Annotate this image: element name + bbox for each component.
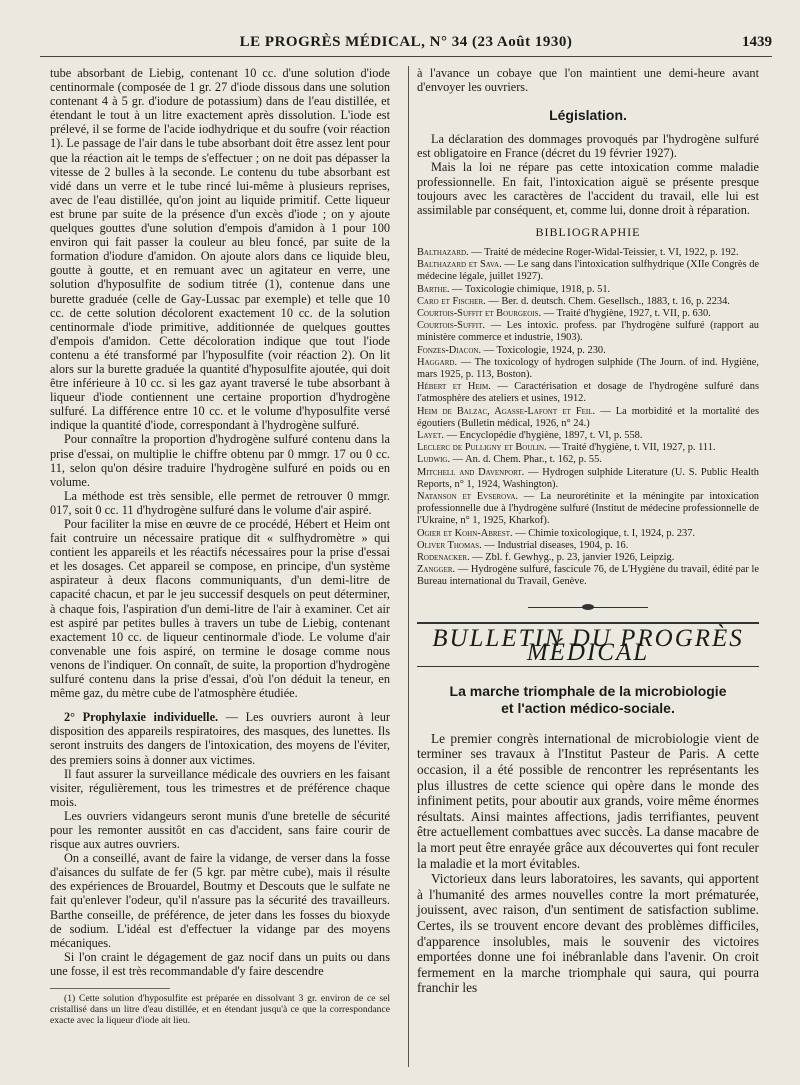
bibliography-author: Heim de Balzac, Agasse-Lafont et Feil. — [417, 405, 596, 417]
paragraph: Il faut assurer la surveillance médicale des ouvriers en les faisant visiter, régulièrement, tous les trimestres et de préférence chaque mois. — [50, 766, 390, 809]
bibliography-author: Balthazard et Sava. — [417, 259, 502, 271]
bibliography-text: — La morbidité et la mortalité des égoutiers (Bulletin médical, 1926, n° 24.) — [417, 405, 759, 429]
bibliography-entry — [417, 284, 759, 296]
bibliography-author: Ogier et Kohn-Abrest. — [417, 527, 513, 539]
bibliography-text: — Traité de médecine Roger-Widal-Teissier, t. VI, 1922, p. 192. — [468, 246, 739, 258]
bibliography-text: — Toxicologie, 1924, p. 230. — [481, 344, 606, 356]
paragraph: La méthode est très sensible, elle permet de retrouver 0 mmgr. 017, soit 0 cc. 11 d'hydrogène sulfuré dans le volume d'air aspiré. — [50, 488, 390, 517]
bibliography-entry — [417, 296, 759, 308]
paragraph: Victorieux dans leurs laboratoires, les savants, qui apportent à l'humanité des armes nouvelles contre la mort prématurée, jouissent, avec raison, d'un sentiment de satisfaction sublime. Certes, ils se trouvent encore devant des problèmes difficiles, d'apparence insolubles, mais le souvenir des victoires emportées donne une foi inébranlable dans l'avenir. On croit fermement en la marche triomphale qui saura, qui pourra franchir les — [417, 871, 759, 996]
bibliography-author: Haggard. — [417, 356, 458, 368]
bibliography-author: Hébert et Heim. — [417, 381, 491, 393]
bibliography-author: Rodenacker. — [417, 552, 470, 564]
bibliography-text: — La neurorétinite et la méningite par intoxication professionnelle due à l'hydrogène sulfuré (Institut de médecine professionnelle de l'Ukraine, n° 1, 1925, Kharkof). — [417, 491, 759, 527]
bibliography-author: Fonzes-Diacon. — [417, 344, 482, 356]
bibliography-text: — Le sang dans l'intoxication sulfhydrique (XIIe Congrès de médecine légale, juillet 1927). — [417, 259, 759, 283]
paragraph: à l'avance un cobaye que l'on maintient une demi-heure avant d'envoyer les ouvriers. — [417, 66, 759, 95]
bibliography-entry — [417, 454, 759, 466]
bibliography-author: Mitchell and Davenport. — [417, 466, 525, 478]
bibliography-entry — [417, 552, 759, 564]
bibliography-text: — Hydrogène sulfuré, fascicule 76, de L'Hygiène du travail, édité par le Bureau international du Travail, Genève. — [417, 564, 759, 588]
bibliography-entry — [417, 406, 759, 430]
bibliography-entry — [417, 564, 759, 588]
bibliography-entry — [417, 381, 759, 405]
article-body — [417, 731, 759, 996]
bibliography-author: Balthazard. — [417, 246, 469, 258]
paragraph: Si l'on craint le dégagement de gaz nocif dans un puits ou dans une fosse, il est très recommandable d'y faire descendre — [50, 949, 390, 978]
section-heading-legislation: Législation. — [549, 107, 627, 124]
page-number: 1439 — [742, 34, 772, 50]
article-title-line: et l'action médico-sociale. — [501, 699, 675, 716]
footnote: (1) Cette solution d'hyposulfite est préparée en dissolvant 3 gr. environ de ce sel cristallisé dans un litre d'eau distillée, et en étendant jusqu'à ce que la correspondance exacte avec la liqueur d'iode ait lieu. — [50, 993, 390, 1026]
bibliography-text: — Les intoxic. profess. par l'hydrogène sulfuré (rapport au ministère commerce et industrie, 1903). — [417, 320, 759, 344]
bulletin-title: BULLETIN DU PROGRÈS MÉDICAL — [417, 622, 759, 667]
bibliography-author: Zangger. — [417, 564, 456, 576]
paragraph-text: — Les ouvriers auront à leur disposition des appareils respiratoires, des masques, des lunettes. Ils seront instruits des dangers de l'intoxication, des moyens de l'éviter, des premiers soins à donner aux victimes. — [50, 710, 390, 767]
paragraph: Pour connaître la proportion d'hydrogène sulfuré contenu dans la prise d'essai, on multiplie le chiffre obtenu par 0 mmgr. 17 ou 0 cc. 11, selon qu'on désire traduire l'hydrogène sulfuré en poids ou en volume. — [50, 432, 390, 489]
bibliography-entry — [417, 430, 759, 442]
bibliography-author: Ludwig. — [417, 454, 451, 466]
bibliography-entry — [417, 491, 759, 528]
bibliography-text: — Encyclopédie d'hygiène, 1897, t. VI, p. 558. — [443, 429, 643, 441]
bibliography-text: — Toxicologie chimique, 1918, p. 51. — [449, 283, 611, 295]
bibliography-text: — Chimie toxicologique, t. I, 1924, p. 237. — [512, 527, 696, 539]
right-column — [408, 66, 759, 1067]
subsection-heading: 2° Prophylaxie individuelle. — [64, 710, 219, 725]
bibliography-entry — [417, 247, 759, 259]
ornamental-separator — [528, 607, 648, 608]
bibliography-list — [417, 247, 759, 589]
bibliography-entry — [417, 345, 759, 357]
bibliography-entry — [417, 320, 759, 344]
running-head — [40, 34, 772, 57]
bibliography-text: — Ber. d. deutsch. Chem. Gesellsch., 1883, t. 16, p. 2234. — [485, 295, 730, 307]
bibliography-author: Oliver Thomas. — [417, 539, 482, 551]
paragraph: Mais la loi ne répare pas cette intoxication comme maladie professionnelle. En fait, l'intoxication aiguë se présente presque toujours avec les caractères de l'accident du travail, elle lui est assimilable par conséquent, et, comme lui, donne droit à réparation. — [417, 160, 759, 217]
paragraph: tube absorbant de Liebig, contenant 10 cc. d'une solution d'iode centinormale (composée de 1 gr. 27 d'iode dissous dans une solution contenant 4 à 5 gr. d'iodure de potassium) dans de l'eau distillée, et étendant le tout à un litre exactement après dissolution. L'iode est prélevé, il se forme de l'acide iodhydrique et du soufre (voir réaction 1). Le passage de l'air dans le tube absorbant doit être assez lent pour que la réaction ait le temps de s'effectuer ; on ne doit pas dépasser la vitesse de 2 bulles à la seconde. Le contenu du tube absorbant est vidé dans un verre et le tube rincé lui-même à plusieurs reprises, avec de l'eau distillée, qu'on joint au liquide primitif. Cette liqueur est brune par suite de la présence d'un excès d'iode ; on y ajoute quelques gouttes d'une solution d'empois d'amidon à 1 pour 100 environ qui fait passer la couleur au bleu foncé, par suite de la formation d'iodure d'amidon. On ajoute alors dans ce liquide bleu, goutte à goutte, et en remuant avec un agitateur en verre, une solution d'hyposulfite de sodium titrée (1), contenue dans une burette graduée (celle de Gay-Lussac par exemple) et telle que 10 cc. de cette solution décolorent exactement 10 cc. de la solution centinormale d'iode primitive, additionnée de quelques gouttes d'empois d'amidon. Cette décoloration indique que tout l'iode contenu a été transformé par l'hyposulfite (voir réaction 2). On lit alors sur la burette graduée la quantité d'hyposulfite ajoutée, qui doit être inférieure à 10 cc. si les gaz ayant traversé le tube absorbant à liqueur d'iode contiennent une certaine proportion d'hydrogène sulfuré. La différence entre 10 cc. et le volume d'hyposulfite versé indique la quantité d'iode, correspondant à l'hydrogène sulfuré. — [50, 66, 390, 433]
bibliography-text: — An. d. Chem. Phar., t. 162, p. 55. — [450, 454, 602, 466]
footnote-rule — [50, 988, 170, 989]
bibliography-author: Leclerc de Pulligny et Boulin. — [417, 442, 547, 454]
paragraph: Le premier congrès international de microbiologie vient de terminer ses travaux à l'Institut Pasteur de Paris. A cette occasion, il a été possible de rencontrer les représentants les plus illustres de cette science qui opère dans le monde des infiniment petits, pour aboutir aux grands, voire même énormes résultats. Ainsi maintes affections, jadis terrifiantes, peuvent être actuellement combattues avec succès. La danse macabre de la mort peut être enrayée grâce aux découvertes qui font reculer la maladie et la mort évitables. — [417, 730, 759, 871]
bibliography-heading: BIBLIOGRAPHIE — [535, 224, 641, 239]
bibliography-text: — Caractérisation et dosage de l'hydrogène sulfuré dans l'atmosphère des ateliers et usines, 1912. — [417, 381, 759, 405]
bibliography-text: — Traité d'hygiène, 1927, t. VII, p. 630. — [541, 307, 711, 319]
article-title-line: La marche triomphale de la microbiologie — [449, 682, 727, 699]
bibliography-text: — Industrial diseases, 1904, p. 16. — [481, 539, 629, 551]
bibliography-text: — Hydrogen sulphide Literature (U. S. Public Health Reports, n° 1, 1924, Washington). — [417, 466, 759, 490]
bibliography-text: — The toxicology of hydrogen sulphide (The Journ. of ind. Hygiène, mars 1925, p. 113, Boston). — [417, 356, 759, 380]
bibliography-author: Caro et Fischer. — [417, 295, 486, 307]
bibliography-entry — [417, 540, 759, 552]
bibliography-author: Layet. — [417, 429, 444, 441]
bibliography-author: Courtois-Suffit et Bourgeois. — [417, 307, 542, 319]
paragraph: Pour faciliter la mise en œuvre de ce procédé, Hébert et Heim ont fait contruire un nécessaire pratique dit « sulfhydromètre » qui contient les appareils et les réactifs nécessaires pour la prise d'essai et les dosages. Cet appareil se compose, en principe, d'un système aspirateur à deux flacons communiquants, d'un demi-litre de capacité chacun, et par le jeu successif desquels on peut déterminer, à chaque fois, l'aspiration d'un demi-litre de l'air à examiner. Cet air est aspiré par petites bulles à travers un tube de Liebig, contenant exactement 10 cc. de liqueur centinormale d'iode. Le volume d'air convenable une fois aspiré, on termine le dosage comme nous venons de l'indiquer. On connaît, de suite, la proportion d'hydrogène sulfuré contenu dans la prise d'essai, d'où l'on déduit la teneur, en même gaz, du mètre cube de l'atmosphère étudiée. — [50, 517, 390, 701]
bibliography-entry — [417, 528, 759, 540]
article-title — [417, 683, 759, 717]
bibliography-author: Natanson et Evserova. — [417, 491, 519, 502]
bibliography-text: — Zbl. f. Gewhyg., p. 23, janvier 1926, Leipzig. — [469, 552, 675, 564]
bibliography-entry — [417, 357, 759, 381]
bibliography-author: Barthe. — [417, 283, 450, 295]
paragraph: La déclaration des dommages provoqués par l'hydrogène sulfuré est obligatoire en France (décret du 19 février 1927). — [417, 132, 759, 161]
bibliography-author: Courtois-Suffit. — [417, 320, 486, 332]
bibliography-entry — [417, 308, 759, 320]
paragraph — [50, 710, 390, 766]
paragraph: Les ouvriers vidangeurs seront munis d'une bretelle de sécurité pour les remonter aussitôt en cas d'accident, sans faire courir de risque aux autres ouvriers. — [50, 808, 390, 852]
left-column — [50, 66, 390, 1067]
journal-title: LE PROGRÈS MÉDICAL, N° 34 (23 Août 1930) — [239, 34, 573, 50]
bibliography-entry — [417, 467, 759, 491]
bibliography-entry — [417, 442, 759, 454]
bibliography-text: — Traité d'hygiène, t. VII, 1927, p. 111. — [546, 442, 716, 454]
bibliography-entry — [417, 259, 759, 283]
paragraph: On a conseillé, avant de faire la vidange, de verser dans la fosse d'aisances du sulfate de fer (5 kgr. par mètre cube), mais il résulte des expériences de Brouardel, Boutmy et Descouts que le sulfate ne fait qu'enlever l'odeur, qu'il n'assure pas la sécurité des travailleurs. Barthe conseille, de préférence, de jeter dans les fosses du bioxyde de sodium. L'idéal est d'effectuer la vidange par des moyens mécaniques. — [50, 851, 390, 950]
